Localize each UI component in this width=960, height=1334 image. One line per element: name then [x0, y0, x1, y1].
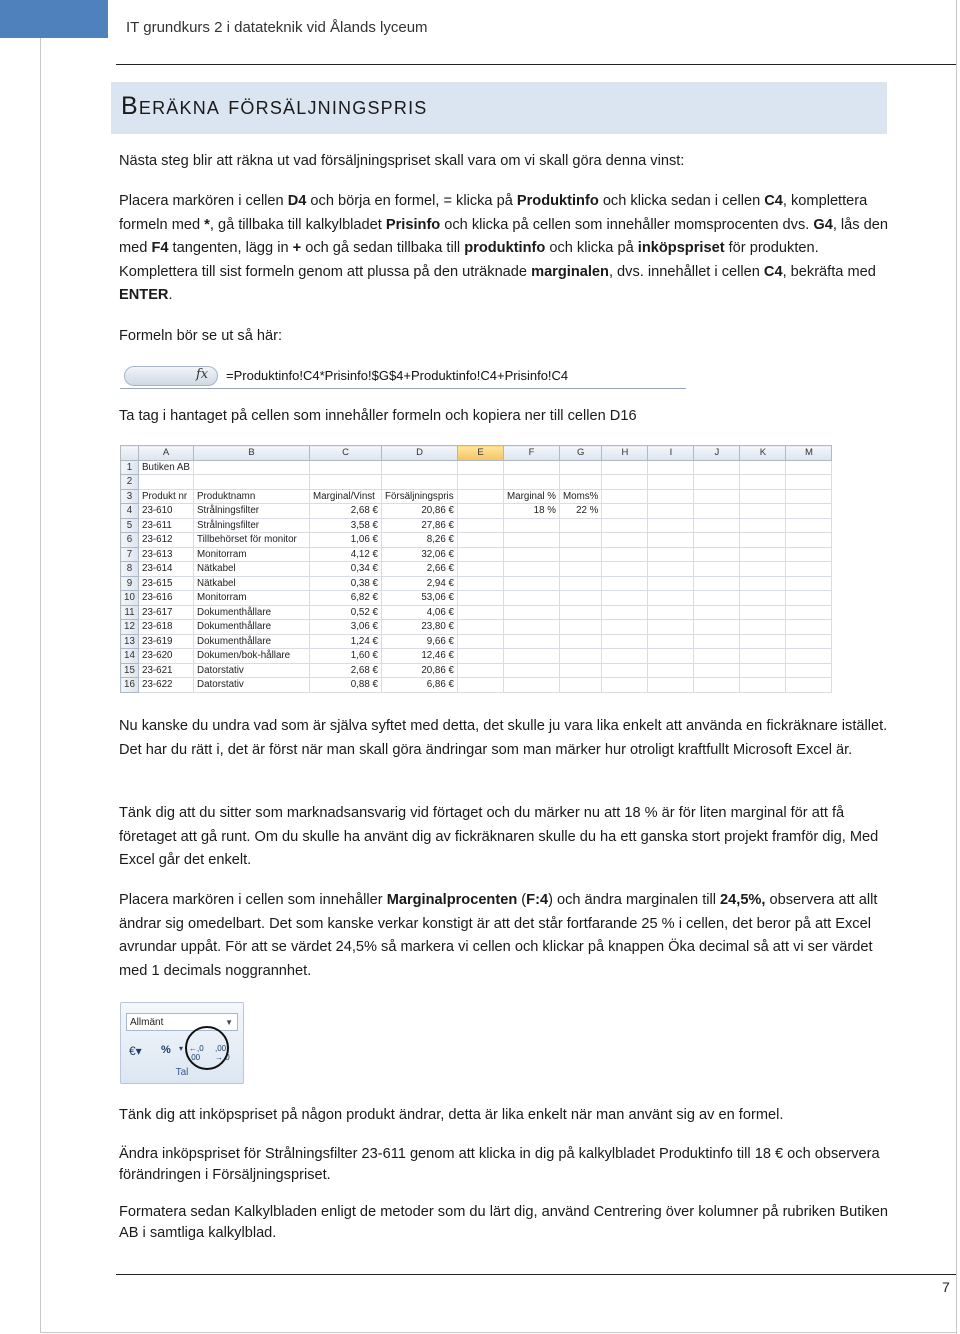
cell-a[interactable]	[139, 475, 194, 490]
row-header[interactable]: 12	[121, 620, 139, 635]
sheet-row	[121, 634, 832, 649]
comma-style-icon[interactable]: ▾	[179, 1044, 184, 1053]
formula-text[interactable]: =Produktinfo!C4*Prisinfo!$G$4+Produktinfo!C4+Prisinfo!C4	[226, 368, 569, 383]
cell-c[interactable]: 0,52 €	[310, 605, 382, 620]
cell-d[interactable]: 8,26 €	[382, 533, 458, 548]
cell-b[interactable]: Datorstativ	[194, 663, 310, 678]
cell-f[interactable]	[504, 634, 560, 649]
cell-g[interactable]	[560, 678, 602, 693]
paragraph-formula-benefit: Tänk dig att inköpspriset på någon produkt ändrar, detta är lika enkelt när man använt sig av en formel.	[119, 1107, 784, 1123]
cell-j[interactable]	[694, 533, 740, 548]
sheet-row	[121, 475, 832, 490]
cell-b[interactable]: Dokumenthållare	[194, 634, 310, 649]
cell-k[interactable]	[740, 518, 786, 533]
cell-h[interactable]	[602, 663, 648, 678]
ribbon-group-label: Tal	[175, 1067, 189, 1078]
cell-h[interactable]	[602, 605, 648, 620]
row-header[interactable]: 5	[121, 518, 139, 533]
row-header[interactable]: 8	[121, 562, 139, 577]
paragraph-format: Formatera sedan Kalkylbladen enligt de metoder som du lärt dig, använd Centrering över kolumner på rubriken Butiken AB i samtliga kalkylblad.	[119, 1204, 889, 1241]
sheet-row	[121, 489, 832, 504]
cell-i[interactable]	[648, 576, 694, 591]
cell-b[interactable]: Nätkabel	[194, 576, 310, 591]
cell-e[interactable]	[458, 620, 504, 635]
column-header[interactable]: F	[504, 446, 560, 461]
column-header[interactable]: C	[310, 446, 382, 461]
header-accent-tab	[0, 0, 108, 38]
sheet-row	[121, 576, 832, 591]
cell-k[interactable]	[740, 649, 786, 664]
cell-c[interactable]: 1,60 €	[310, 649, 382, 664]
cell-c[interactable]: Marginal/Vinst	[310, 489, 382, 504]
cell-i[interactable]	[648, 518, 694, 533]
cell-j[interactable]	[694, 678, 740, 693]
spreadsheet-screenshot	[120, 445, 832, 693]
formula-bar	[120, 362, 686, 389]
page-border-bottom	[40, 1332, 957, 1333]
cell-d[interactable]: 9,66 €	[382, 634, 458, 649]
cell-c[interactable]	[310, 460, 382, 475]
cell-j[interactable]	[694, 562, 740, 577]
copy-instruction: Ta tag i hantaget på cellen som innehåller formeln och kopiera ner till cellen D16	[119, 408, 637, 424]
column-header[interactable]: H	[602, 446, 648, 461]
row-header[interactable]: 7	[121, 547, 139, 562]
paragraph-purpose: Nu kanske du undra vad som är själva syftet med detta, det skulle ju vara lika enkelt att använda en fickräknare istället. Det har du rätt i, det är först när man skall göra ändringar som man märker hur otroligt kraftfullt Microsoft Excel är.	[119, 718, 888, 758]
cell-b[interactable]: Produktnamn	[194, 489, 310, 504]
column-header[interactable]: D	[382, 446, 458, 461]
cell-g[interactable]	[560, 605, 602, 620]
currency-format-icon[interactable]: €▾	[129, 1044, 142, 1058]
cell-h[interactable]	[602, 620, 648, 635]
cell-i[interactable]	[648, 663, 694, 678]
cell-h[interactable]	[602, 547, 648, 562]
row-header[interactable]: 13	[121, 634, 139, 649]
cell-b[interactable]	[194, 475, 310, 490]
cell-f[interactable]	[504, 475, 560, 490]
cell-e[interactable]	[458, 533, 504, 548]
sheet-row	[121, 649, 832, 664]
cell-i[interactable]	[648, 649, 694, 664]
cell-f[interactable]: Marginal %	[504, 489, 560, 504]
cell-f[interactable]	[504, 518, 560, 533]
cell-c[interactable]: 0,34 €	[310, 562, 382, 577]
row-header[interactable]: 9	[121, 576, 139, 591]
function-icon[interactable]: fx	[196, 367, 209, 382]
row-header[interactable]: 2	[121, 475, 139, 490]
cell-g[interactable]	[560, 475, 602, 490]
sheet-row	[121, 663, 832, 678]
cell-i[interactable]	[648, 460, 694, 475]
sheet-row	[121, 504, 832, 519]
cell-b[interactable]: Dokumen/bok-hållare	[194, 649, 310, 664]
cell-c[interactable]: 0,38 €	[310, 576, 382, 591]
cell-g[interactable]	[560, 533, 602, 548]
cell-m[interactable]	[786, 562, 832, 577]
sheet-row	[121, 620, 832, 635]
cell-c[interactable]	[310, 475, 382, 490]
cell-f[interactable]	[504, 576, 560, 591]
cell-i[interactable]	[648, 475, 694, 490]
paragraph-change-price: Ändra inköpspriset för Strålningsfilter 23-611 genom att klicka in dig på kalkylbladet Produktinfo till 18 € och observera förändringen i Försäljningspriset.	[119, 1146, 880, 1183]
cell-k[interactable]	[740, 634, 786, 649]
sheet-row	[121, 605, 832, 620]
cell-g[interactable]	[560, 576, 602, 591]
column-header[interactable]: B	[194, 446, 310, 461]
cell-m[interactable]	[786, 547, 832, 562]
intro-paragraph: Nästa steg blir att räkna ut vad försäljningspriset skall vara om vi skall göra denna vinst:	[119, 153, 685, 169]
cell-e[interactable]	[458, 460, 504, 475]
cell-k[interactable]	[740, 576, 786, 591]
cell-i[interactable]	[648, 533, 694, 548]
sheet-row	[121, 562, 832, 577]
instructions-paragraph: Placera markören i cellen D4 och börja en formel, = klicka på Produktinfo och klicka sedan i cellen C4, komplettera formeln med *, gå tillbaka till kalkylbladet Prisinfo och klicka på cellen som innehåller momsprocenten dvs. G4, lås den med F4 tangenten, lägg in + och gå sedan tillbaka till produktinfo och klicka på inköpspriset för produkten. Komplettera till sist formeln genom att plussa på den uträknade marginalen, dvs. innehållet i cellen C4, bekräfta med ENTER.	[119, 193, 888, 303]
column-header[interactable]: K	[740, 446, 786, 461]
cell-e[interactable]	[458, 678, 504, 693]
cell-h[interactable]	[602, 460, 648, 475]
cell-i[interactable]	[648, 489, 694, 504]
cell-k[interactable]	[740, 605, 786, 620]
cell-h[interactable]	[602, 533, 648, 548]
cell-i[interactable]	[648, 504, 694, 519]
cell-i[interactable]	[648, 547, 694, 562]
sheet-row	[121, 518, 832, 533]
cell-b[interactable]: Tillbehörset för monitor	[194, 533, 310, 548]
paragraph-change-margin: Placera markören i cellen som innehåller Marginalprocenten (F:4) och ändra marginalen till 24,5%, observera att allt ändrar sig omedelbart. Det som kanske verkar konstigt är att det står fortfarande 25 % i cellen, det beror på att Excel avrundar uppåt. För att se värdet 24,5% så markera vi cellen och klickar på knappen Öka decimal så att vi ser värdet med 1 decimals noggrannhet.	[119, 892, 878, 979]
sheet-row	[121, 678, 832, 693]
cell-a[interactable]: 23-611	[139, 518, 194, 533]
number-format-dropdown[interactable]: Allmänt ▼	[126, 1013, 238, 1031]
cell-a[interactable]: 23-621	[139, 663, 194, 678]
cell-i[interactable]	[648, 562, 694, 577]
cell-f[interactable]	[504, 591, 560, 606]
cell-a[interactable]: Butiken AB	[139, 460, 194, 475]
sheet-row	[121, 460, 832, 475]
row-header[interactable]: 3	[121, 489, 139, 504]
cell-d[interactable]	[382, 460, 458, 475]
paragraph-margin: Tänk dig att du sitter som marknadsansvarig vid förtaget och du märker nu att 18 % är för liten marginal för att få företaget att gå runt. Om du skulle ha använt dig av fickräknaren skulle du ha ett ganska stort projekt framför dig, Med Excel går det enkelt.	[119, 805, 879, 868]
cell-d[interactable]: 20,86 €	[382, 504, 458, 519]
column-header-row	[121, 446, 832, 461]
cell-c[interactable]: 3,06 €	[310, 620, 382, 635]
cell-g[interactable]	[560, 620, 602, 635]
row-header[interactable]: 16	[121, 678, 139, 693]
cell-d[interactable]	[382, 475, 458, 490]
cell-h[interactable]	[602, 489, 648, 504]
cell-f[interactable]	[504, 620, 560, 635]
cell-e[interactable]	[458, 562, 504, 577]
row-header[interactable]: 10	[121, 591, 139, 606]
cell-m[interactable]	[786, 533, 832, 548]
column-header[interactable]: M	[786, 446, 832, 461]
row-header[interactable]: 14	[121, 649, 139, 664]
cell-h[interactable]	[602, 562, 648, 577]
cell-c[interactable]: 1,06 €	[310, 533, 382, 548]
cell-m[interactable]	[786, 678, 832, 693]
cell-g[interactable]	[560, 547, 602, 562]
cell-e[interactable]	[458, 518, 504, 533]
cell-m[interactable]	[786, 649, 832, 664]
cell-d[interactable]: 23,80 €	[382, 620, 458, 635]
chevron-down-icon: ▼	[225, 1018, 233, 1027]
cell-c[interactable]: 1,24 €	[310, 634, 382, 649]
column-header[interactable]: I	[648, 446, 694, 461]
cell-g[interactable]	[560, 460, 602, 475]
column-header[interactable]: G	[560, 446, 602, 461]
percent-style-button[interactable]: %	[161, 1044, 171, 1056]
cell-j[interactable]	[694, 649, 740, 664]
cell-b[interactable]: Dokumenthållare	[194, 605, 310, 620]
formula-intro: Formeln bör se ut så här:	[119, 328, 283, 344]
cell-h[interactable]	[602, 576, 648, 591]
cell-c[interactable]: 3,58 €	[310, 518, 382, 533]
cell-g[interactable]: Moms%	[560, 489, 602, 504]
running-header: IT grundkurs 2 i datateknik vid Ålands lyceum	[126, 19, 428, 36]
cell-b[interactable]: Strålningsfilter	[194, 504, 310, 519]
cell-b[interactable]	[194, 460, 310, 475]
cell-j[interactable]	[694, 576, 740, 591]
cell-a[interactable]: 23-616	[139, 591, 194, 606]
cell-a[interactable]: 23-622	[139, 678, 194, 693]
cell-j[interactable]	[694, 591, 740, 606]
page-border-left	[40, 38, 41, 1332]
cell-m[interactable]	[786, 591, 832, 606]
cell-a[interactable]: 23-614	[139, 562, 194, 577]
cell-c[interactable]: 2,68 €	[310, 504, 382, 519]
cell-f[interactable]	[504, 663, 560, 678]
cell-m[interactable]	[786, 504, 832, 519]
cell-m[interactable]	[786, 634, 832, 649]
cell-i[interactable]	[648, 591, 694, 606]
cell-a[interactable]: 23-612	[139, 533, 194, 548]
column-header[interactable]: J	[694, 446, 740, 461]
cell-f[interactable]	[504, 562, 560, 577]
cell-d[interactable]: 27,86 €	[382, 518, 458, 533]
cell-a[interactable]: 23-618	[139, 620, 194, 635]
highlight-circle	[185, 1026, 229, 1070]
cell-j[interactable]	[694, 518, 740, 533]
cell-a[interactable]: 23-617	[139, 605, 194, 620]
cell-j[interactable]	[694, 475, 740, 490]
cell-f[interactable]	[504, 460, 560, 475]
cell-k[interactable]	[740, 663, 786, 678]
sheet-row	[121, 533, 832, 548]
row-header[interactable]: 4	[121, 504, 139, 519]
row-header[interactable]: 1	[121, 460, 139, 475]
cell-h[interactable]	[602, 678, 648, 693]
cell-b[interactable]: Monitorram	[194, 547, 310, 562]
cell-b[interactable]: Datorstativ	[194, 678, 310, 693]
cell-j[interactable]	[694, 663, 740, 678]
cell-b[interactable]: Nätkabel	[194, 562, 310, 577]
cell-e[interactable]	[458, 504, 504, 519]
row-header[interactable]: 11	[121, 605, 139, 620]
cell-a[interactable]: 23-610	[139, 504, 194, 519]
row-header[interactable]: 15	[121, 663, 139, 678]
page-number: 7	[942, 1279, 950, 1295]
cell-a[interactable]: 23-613	[139, 547, 194, 562]
cell-g[interactable]	[560, 518, 602, 533]
cell-j[interactable]	[694, 489, 740, 504]
cell-m[interactable]	[786, 475, 832, 490]
section-heading-band	[111, 82, 887, 134]
cell-f[interactable]	[504, 649, 560, 664]
cell-h[interactable]	[602, 518, 648, 533]
cell-f[interactable]	[504, 678, 560, 693]
number-format-ribbon-group	[120, 1002, 244, 1084]
decrease-decimal-button[interactable]: ,00 →,0	[215, 1044, 230, 1062]
page-border-right	[956, 0, 957, 1334]
cell-b[interactable]: Dokumenthållare	[194, 620, 310, 635]
cell-j[interactable]	[694, 605, 740, 620]
cell-d[interactable]: 53,06 €	[382, 591, 458, 606]
cell-e[interactable]	[458, 475, 504, 490]
cell-e[interactable]	[458, 489, 504, 504]
cell-k[interactable]	[740, 460, 786, 475]
row-header[interactable]: 6	[121, 533, 139, 548]
cell-g[interactable]	[560, 562, 602, 577]
footer-divider	[116, 1274, 956, 1275]
cell-b[interactable]: Monitorram	[194, 591, 310, 606]
cell-e[interactable]	[458, 576, 504, 591]
cell-m[interactable]	[786, 576, 832, 591]
cell-e[interactable]	[458, 634, 504, 649]
cell-m[interactable]	[786, 663, 832, 678]
cell-h[interactable]	[602, 504, 648, 519]
cell-d[interactable]: Försäljningspris	[382, 489, 458, 504]
increase-decimal-button[interactable]: ←,0 ,00	[189, 1044, 204, 1062]
cell-e[interactable]	[458, 649, 504, 664]
cell-c[interactable]: 0,88 €	[310, 678, 382, 693]
column-header[interactable]: A	[139, 446, 194, 461]
cell-j[interactable]	[694, 620, 740, 635]
cell-m[interactable]	[786, 620, 832, 635]
cell-k[interactable]	[740, 678, 786, 693]
cell-c[interactable]: 2,68 €	[310, 663, 382, 678]
sheet-row	[121, 547, 832, 562]
column-header[interactable]: E	[458, 446, 504, 461]
cell-j[interactable]	[694, 634, 740, 649]
cell-a[interactable]: 23-619	[139, 634, 194, 649]
section-heading: Beräkna försäljningspris	[121, 92, 428, 120]
cell-d[interactable]: 4,06 €	[382, 605, 458, 620]
cell-g[interactable]	[560, 649, 602, 664]
cell-k[interactable]	[740, 547, 786, 562]
cell-e[interactable]	[458, 547, 504, 562]
cell-g[interactable]	[560, 663, 602, 678]
cell-j[interactable]	[694, 547, 740, 562]
cell-m[interactable]	[786, 518, 832, 533]
cell-k[interactable]	[740, 504, 786, 519]
cell-i[interactable]	[648, 605, 694, 620]
cell-k[interactable]	[740, 533, 786, 548]
cell-m[interactable]	[786, 605, 832, 620]
cell-a[interactable]: Produkt nr	[139, 489, 194, 504]
cell-h[interactable]	[602, 649, 648, 664]
cell-k[interactable]	[740, 475, 786, 490]
cell-d[interactable]: 6,86 €	[382, 678, 458, 693]
cell-j[interactable]	[694, 504, 740, 519]
cell-h[interactable]	[602, 591, 648, 606]
cell-e[interactable]	[458, 663, 504, 678]
cell-e[interactable]	[458, 605, 504, 620]
cell-i[interactable]	[648, 678, 694, 693]
cell-m[interactable]	[786, 460, 832, 475]
cell-m[interactable]	[786, 489, 832, 504]
cell-k[interactable]	[740, 620, 786, 635]
cell-a[interactable]: 23-615	[139, 576, 194, 591]
cell-h[interactable]	[602, 634, 648, 649]
cell-d[interactable]: 2,66 €	[382, 562, 458, 577]
cell-k[interactable]	[740, 562, 786, 577]
cell-d[interactable]: 32,06 €	[382, 547, 458, 562]
cell-c[interactable]: 6,82 €	[310, 591, 382, 606]
cell-f[interactable]	[504, 533, 560, 548]
cell-i[interactable]	[648, 634, 694, 649]
cell-a[interactable]: 23-620	[139, 649, 194, 664]
header-divider	[116, 64, 956, 65]
cell-d[interactable]: 2,94 €	[382, 576, 458, 591]
cell-g[interactable]: 22 %	[560, 504, 602, 519]
cell-d[interactable]: 12,46 €	[382, 649, 458, 664]
cell-k[interactable]	[740, 591, 786, 606]
cell-h[interactable]	[602, 475, 648, 490]
cell-f[interactable]	[504, 605, 560, 620]
cell-g[interactable]	[560, 591, 602, 606]
cell-g[interactable]	[560, 634, 602, 649]
cell-b[interactable]: Strålningsfilter	[194, 518, 310, 533]
cell-i[interactable]	[648, 620, 694, 635]
cell-d[interactable]: 20,86 €	[382, 663, 458, 678]
cell-c[interactable]: 4,12 €	[310, 547, 382, 562]
cell-j[interactable]	[694, 460, 740, 475]
cell-k[interactable]	[740, 489, 786, 504]
cell-f[interactable]	[504, 547, 560, 562]
sheet-row	[121, 591, 832, 606]
select-all-corner[interactable]	[121, 446, 139, 461]
cell-f[interactable]: 18 %	[504, 504, 560, 519]
cell-e[interactable]	[458, 591, 504, 606]
